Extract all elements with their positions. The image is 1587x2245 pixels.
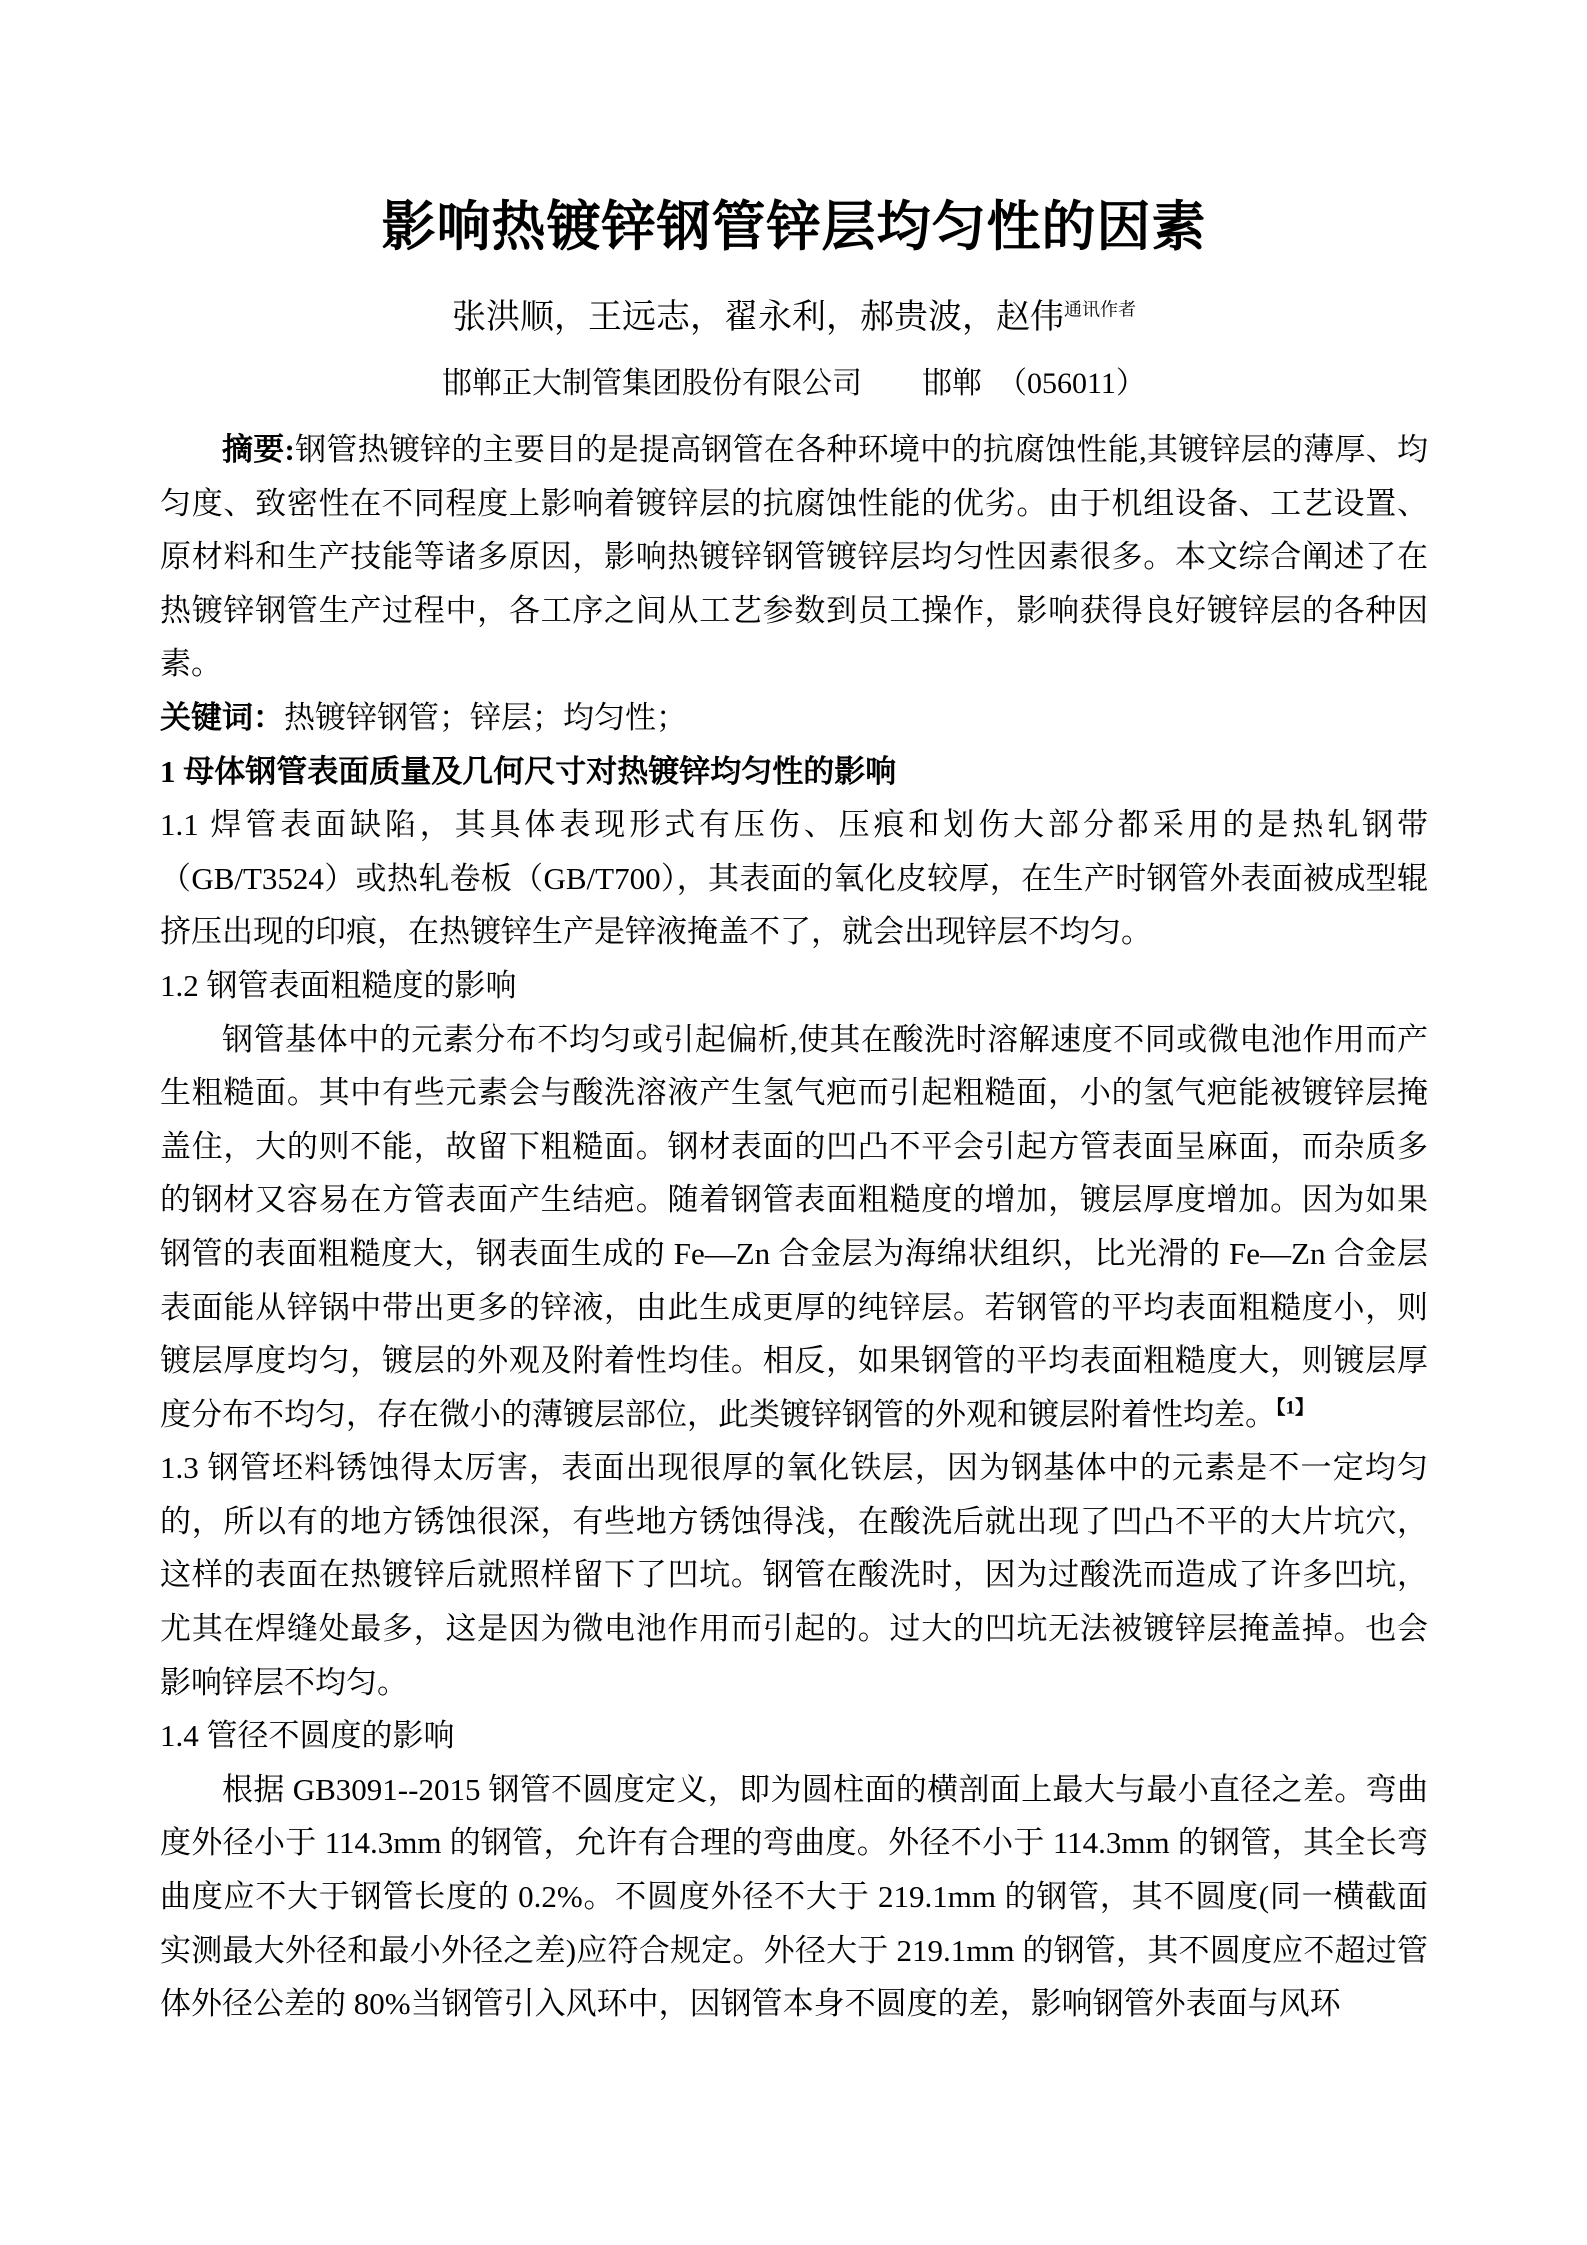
affiliation: 邯郸正大制管集团股份有限公司 邯郸 （056011）	[442, 367, 1146, 400]
paragraph	[160, 1013, 1428, 1442]
text-run: 1.2 钢管表面粗糙度的影响	[160, 967, 517, 1003]
paragraph	[160, 1709, 1428, 1763]
text-run: 摘要:	[222, 432, 295, 467]
paragraph	[160, 1763, 1428, 2031]
text-run: 关键词：	[160, 699, 284, 735]
text-run: 热镀锌钢管；锌层；均匀性；	[284, 699, 687, 735]
authors-names: 张洪顺，王远志，翟永利，郝贵波，赵伟	[452, 299, 1064, 336]
paragraph	[160, 423, 1428, 691]
authors-line	[160, 298, 1428, 338]
reference-superscript: 【1】	[1276, 1397, 1315, 1419]
paragraph	[160, 798, 1428, 959]
section-heading	[160, 745, 1428, 799]
text-run: 1.1 焊管表面缺陷，其具体表现形式有压伤、压痕和划伤大部分都采用的是热轧钢带（GB/T3524）或热轧卷板（GB/T700），其表面的氧化皮较厚，在生产时钢管外表面被成型辊挤压出现的印痕，在热镀锌生产是锌液掩盖不了，就会出现锌层不均匀。	[160, 807, 1428, 950]
page-title: 影响热镀锌钢管锌层均匀性的因素	[381, 197, 1207, 257]
text-run: 1.4 管径不圆度的影响	[160, 1718, 455, 1754]
text-run: 钢管基体中的元素分布不均匀或引起偏析,使其在酸洗时溶解速度不同或微电池作用而产生粗糙面。其中有些元素会与酸洗溶液产生氢气疤而引起粗糙面，小的氢气疤能被镀锌层掩盖住，大的则不能，故留下粗糙面。钢材表面的凹凸不平会引起方管表面呈麻面，而杂质多的钢材又容易在方管表面产生结疤。随着钢管表面粗糙度的增加，镀层厚度增加。因为如果钢管的表面粗糙度大，钢表面生成的 Fe—Zn 合金层为海绵状组织，比光滑的 Fe—Zn 合金层表面能从锌锅中带出更多的锌液，由此生成更厚的纯锌层。若钢管的平均表面粗糙度小，则镀层厚度均匀，镀层的外观及附着性均佳。相反，如果钢管的平均表面粗糙度大，则镀层厚度分布不均匀，存在微小的薄镀层部位，此类镀锌钢管的外观和镀层附着性均差。	[160, 1021, 1428, 1432]
paragraph	[160, 959, 1428, 1013]
paragraph	[160, 1441, 1428, 1709]
corresponding-author-superscript: 通讯作者	[1064, 299, 1136, 320]
text-run: 1.3 钢管坯料锈蚀得太厉害，表面出现很厚的氧化铁层，因为钢基体中的元素是不一定均匀的，所以有的地方锈蚀很深，有些地方锈蚀得浅，在酸洗后就出现了凹凸不平的大片坑穴，这样的表面在热镀锌后就照样留下了凹坑。钢管在酸洗时，因为过酸洗而造成了许多凹坑，尤其在焊缝处最多，这是因为微电池作用而引起的。过大的凹坑无法被镀锌层掩盖掉。也会影响锌层不均匀。	[160, 1450, 1428, 1700]
text-run: 根据 GB3091--2015 钢管不圆度定义，即为圆柱面的横剖面上最大与最小直径之差。弯曲度外径小于 114.3mm 的钢管，允许有合理的弯曲度。外径不小于 114.3mm 的钢管，其全长弯曲度应不大于钢管长度的 0.2%。不圆度外径不大于 219.1mm 的钢管，其不圆度(同一横截面实测最大外径和最小外径之差)应符合规定。外径大于 219.1mm 的钢管，其不圆度应不超过管体外径公差的 80%当钢管引入风环中，因钢管本身不圆度的差，影响钢管外表面与风环	[160, 1771, 1428, 2022]
document-body	[160, 423, 1428, 2031]
paragraph	[160, 691, 1428, 745]
text-run: 1 母体钢管表面质量及几何尺寸对热镀锌均匀性的影响	[160, 753, 897, 789]
text-run: 钢管热镀锌的主要目的是提高钢管在各种环境中的抗腐蚀性能,其镀锌层的薄厚、均匀度、致密性在不同程度上影响着镀锌层的抗腐蚀性能的优劣。由于机组设备、工艺设置、原材料和生产技能等诸多原因，影响热镀锌钢管镀锌层均匀性因素很多。本文综合阐述了在热镀锌钢管生产过程中，各工序之间从工艺参数到员工操作，影响获得良好镀锌层的各种因素。	[160, 432, 1429, 682]
